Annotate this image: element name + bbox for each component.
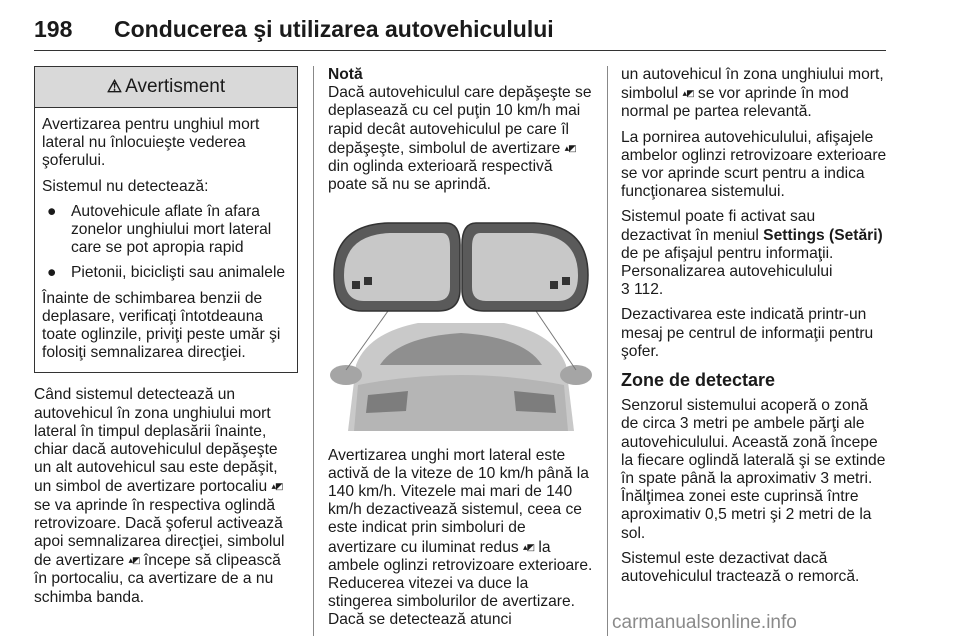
warning-body: [35, 108, 297, 372]
body-paragraph: Sistemul este dezactivat dacă autovehiculul tractează o remorcă.: [621, 549, 860, 586]
page-header: [34, 10, 886, 51]
body-paragraph: Senzorul sistemului acoperă o zonă de circa 3 metri pe ambele părţi ale autovehiculului. Această zonă începe la fiecare oglindă laterală şi se extinde în spate până la aproximativ 3 metri. Înălţimea zonei este cuprinsă între aproximativ 0,5 metri şi 2 metri de la sol.: [621, 397, 886, 542]
warning-paragraph: Înainte de schimbarea benzii de deplasare, verificaţi întotdeauna toate oglinzile, priviţi peste umăr şi folosiţi semnalizarea direcţiei.: [42, 289, 281, 362]
warning-bullet: ● Autovehicule aflate în afara zonelor unghiului mort lateral care se pot apropia rapid: [47, 202, 272, 257]
page-reference: 3 112.: [621, 281, 664, 299]
mirror-illustration: [328, 215, 594, 431]
page-number: 198: [34, 16, 73, 42]
column-right: [621, 66, 887, 593]
body-paragraph: Dezactivarea este indicată printr-un mesaj pe centrul de informaţii pentru şofer.: [621, 306, 874, 360]
warning-triangle-icon: ⚠: [106, 76, 123, 96]
note-title: Notă: [328, 66, 363, 83]
body-paragraph: un autovehicul în zona unghiului mort, simbolul ▴◩ se vor aprinde în mod normal pe partea relevantă.: [621, 66, 884, 121]
blind-spot-warning-icon: ▴◩: [271, 481, 283, 492]
column-divider: [313, 66, 314, 636]
column-left: [34, 66, 298, 614]
watermark: carmanualsonline.info: [612, 612, 797, 633]
body-paragraph: La pornirea autovehiculului, afişajele ambelor oglinzi retrovizoare exterioare se vor aprinde scurt pentru a indica funcţionarea sistemului.: [621, 128, 887, 201]
warning-box: [34, 66, 298, 373]
warning-bullet: ● Pietonii, biciclişti sau animalele: [47, 264, 286, 282]
page-title: Conducerea şi utilizarea autovehiculului: [114, 16, 554, 42]
warning-header: [35, 67, 297, 108]
warning-paragraph: Avertizarea pentru unghiul mort lateral nu înlocuieşte vederea şoferului.: [42, 116, 260, 170]
column-divider: [607, 66, 608, 636]
settings-menu-name: Settings (Setări): [763, 226, 883, 244]
warning-title: Avertisment: [125, 75, 226, 97]
body-paragraph: Când sistemul detectează un autovehicul în zona unghiului mort lateral în timpul deplasării înainte, chiar dacă autovehiculul depăşeşte un alt autovehicul sau este depăşit, un simbol de avertizare portocaliu ▴◩ se va aprinde în respectiva oglindă retrovizoare. Dacă şoferul activează apoi semnalizarea direcţiei, simbolul de avertizare ▴◩ începe să clipească în portocaliu, ca avertizare de a nu schimba banda.: [34, 386, 285, 606]
blind-spot-warning-icon: ▴◩: [523, 541, 535, 552]
blind-spot-warning-icon: ▴◩: [128, 555, 140, 566]
body-paragraph: Avertizarea unghi mort lateral este activă de la viteze de 10 km/h până la 140 km/h. Vitezele mai mari de 140 km/h dezactivează sistemul, ceea ce este indicat prin simboluri de avertizare cu iluminat redus ▴◩ la ambele oglinzi retrovizoare exterioare. Reducerea vitezei va duce la stingerea simbolurilor de avertizare. Dacă se detectează atunci: [328, 446, 593, 629]
blind-spot-warning-icon: ▴◩: [564, 142, 576, 153]
warning-paragraph: Sistemul nu detectează:: [42, 177, 209, 195]
section-heading: Zone de detectare: [621, 370, 776, 391]
blind-spot-warning-icon: ▴◩: [682, 88, 694, 99]
note-paragraph: Dacă autovehiculul care depăşeşte se deplasează cu cel puţin 10 km/h mai rapid decât autovehiculul pe care îl depăşeşte, simbolul de avertizare ▴◩ din oglinda exterioară respectivă poate să nu se aprindă.: [328, 84, 592, 194]
column-middle: [328, 66, 594, 637]
body-paragraph: Sistemul poate fi activat sau dezactivat în meniul Settings (Setări) de pe afişajul pentru informaţii. Personalizarea autovehiculului 3 112.: [621, 208, 883, 299]
